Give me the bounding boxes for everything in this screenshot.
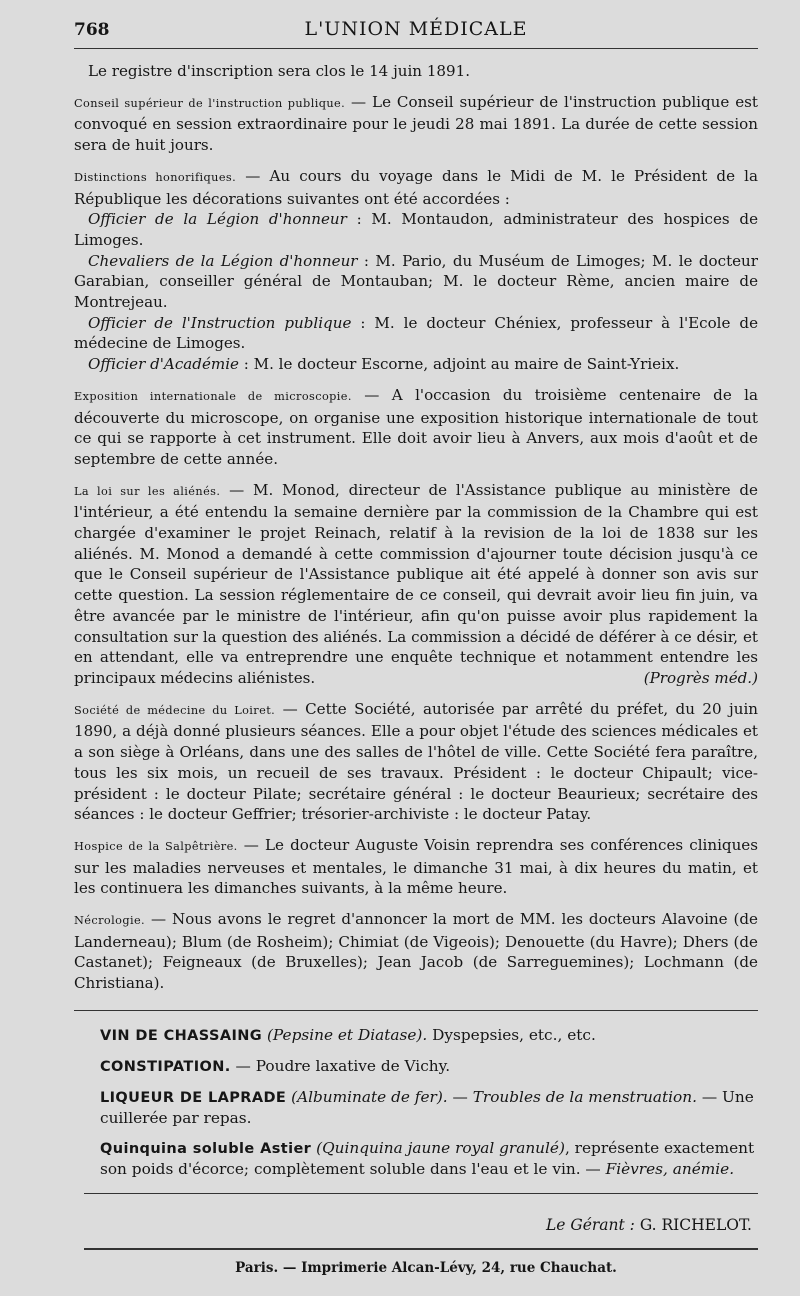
ad-quinquina-brand: Quinquina soluble Astier bbox=[100, 1140, 312, 1157]
officier-legion-text: : M. Montaudon, administrateur des hospices de Limoges. bbox=[74, 210, 758, 249]
conseil-label: Conseil supérieur de l'instruction publique. bbox=[74, 96, 346, 110]
distinctions-label: Distinctions honorifiques. bbox=[74, 170, 237, 184]
gerant-label: Le Gérant : bbox=[545, 1215, 635, 1234]
page-header bbox=[74, 14, 758, 42]
chevaliers-label: Chevaliers de la Légion d'honneur bbox=[88, 251, 358, 270]
journal-title: L'UNION MÉDICALE bbox=[304, 18, 528, 40]
ad-quinquina bbox=[100, 1138, 758, 1179]
chevaliers-legion bbox=[74, 251, 758, 313]
salpetriere-label: Hospice de la Salpêtrière. bbox=[74, 839, 238, 853]
officier-instruction-text: : M. le docteur Chéniex, professeur à l'Ecole de médecine de Limoges. bbox=[74, 313, 758, 353]
loiret-notice bbox=[74, 699, 758, 825]
loiret-text: — Cette Société, autorisée par arrêté du préfet, du 20 juin 1890, a déjà donné plusieurs séances. Elle a pour objet l'étude des sciences médicales et a son siège à Orléans, dans une des salles de l'hôtel de ville. Cette Société fera paraître, tous les six mois, un recueil de ses travaux. Président : le docteur Chipault; vice-président : le docteur Pilate; secrétaire général : le docteur Beaurieux; secrétaire des séances : le docteur Geffrier; trésorier-archiviste : le docteur Patay. bbox=[74, 699, 758, 824]
ad-chassaing bbox=[100, 1025, 758, 1046]
alienes-text: — M. Monod, directeur de l'Assistance publique au ministère de l'intérieur, a été entendu la semaine dernière par la commission de la Chambre qui est chargée d'examiner le projet Reinach, relatif à la revision de la loi de 1838 sur les aliénés. M. Monod a demandé à cette commission d'ajourner toute décision jusqu'à ce que le Conseil supérieur de l'Assistance publique ait été appelé à donner son avis sur cette question. La session réglementaire de ce conseil, qui devrait avoir lieu fin juin, va être avancée par le ministre de l'intérieur, afin qu'on puisse avoir plus rapidement la consultation sur la question des aliénés. La commission a décidé de déférer à ce désir, et en attendant, elle va entreprendre une enquête technique et notamment entendre les principaux médecins aliénistes. bbox=[74, 480, 758, 687]
advertisements bbox=[74, 1010, 758, 1179]
ad-laprade-brand: LIQUEUR DE LAPRADE bbox=[100, 1089, 287, 1106]
officier-legion bbox=[74, 209, 758, 250]
salpetriere-text: — Le docteur Auguste Voisin reprendra ses conférences cliniques sur les maladies nerveuses et mentales, le dimanche 31 mai, à dix heures du matin, et les continuera les dimanches suivants, à la même heure. bbox=[74, 835, 758, 898]
ad-chassaing-italic: (Pepsine et Diatase). bbox=[266, 1025, 428, 1044]
header-rule bbox=[74, 48, 758, 49]
gerant-line bbox=[74, 1216, 758, 1234]
alienes-label: La loi sur les aliénés. bbox=[74, 484, 221, 498]
registre-notice: Le registre d'inscription sera clos le 14 juin 1891. bbox=[88, 62, 471, 80]
salpetriere-notice bbox=[74, 835, 758, 899]
page-number: 768 bbox=[74, 20, 110, 40]
loiret-label: Société de médecine du Loiret. bbox=[74, 703, 276, 717]
ad-laprade-italic2: Troubles de la menstruation. bbox=[472, 1087, 697, 1106]
alienes-notice bbox=[74, 480, 758, 689]
necrologie-label: Nécrologie. bbox=[74, 914, 146, 928]
officier-academie bbox=[74, 354, 758, 375]
chevaliers-text: : M. Pario, du Muséum de Limoges; M. le docteur Garabian, conseiller général de Montauban; M. le docteur Rème, ancien maire de Montrejeau. bbox=[74, 251, 758, 312]
necrologie-notice bbox=[74, 909, 758, 994]
imprint-line: Paris. — Imprimerie Alcan-Lévy, 24, rue Chauchat. bbox=[235, 1259, 617, 1276]
distinctions-notice bbox=[74, 166, 758, 209]
conseil-notice bbox=[74, 92, 758, 156]
ad-laprade bbox=[100, 1087, 758, 1128]
ad-constipation bbox=[100, 1056, 758, 1077]
ad-constipation-brand: CONSTIPATION. bbox=[100, 1058, 231, 1075]
ad-chassaing-text: Dyspepsies, etc., etc. bbox=[427, 1025, 596, 1044]
gerant-name: G. RICHELOT. bbox=[634, 1215, 752, 1234]
ad-quinquina-text: , représente exactement son poids d'écorce; complètement soluble dans l'eau et le vin. — bbox=[100, 1138, 755, 1178]
ad-quinquina-italic: (Quinquina jaune royal granulé) bbox=[316, 1138, 565, 1157]
officier-academie-text: : M. le docteur Escorne, adjoint au maire de Saint-Yrieix. bbox=[238, 355, 680, 374]
officier-academie-label: Officier d'Académie bbox=[88, 355, 239, 374]
ad-laprade-dash: — bbox=[447, 1087, 473, 1106]
imprint-rule bbox=[84, 1248, 758, 1250]
ad-constipation-text: — Poudre laxative de Vichy. bbox=[230, 1056, 451, 1075]
ad-laprade-text: — Une cuillerée par repas. bbox=[100, 1087, 754, 1127]
officier-instruction bbox=[74, 313, 758, 354]
alienes-source: (Progrès méd.) bbox=[643, 668, 758, 687]
exposition-label: Exposition internationale de microscopie. bbox=[74, 389, 352, 403]
ad-chassaing-brand: VIN DE CHASSAING bbox=[100, 1027, 263, 1044]
necrologie-text: — Nous avons le regret d'annoncer la mort de MM. les docteurs Alavoine (de Landerneau); Blum (de Rosheim); Chimiat (de Vigeois); Denouette (du Havre); Dhers (de Castanet); Feigneaux (de Bruxelles); Jean Jacob (de Sarreguemines); Lochmann (de Christiana). bbox=[74, 910, 758, 993]
conseil-text: — Le Conseil supérieur de l'instruction publique est convoqué en session extraordinaire pour le jeudi 28 mai 1891. La durée de cette session sera de huit jours. bbox=[74, 92, 758, 155]
exposition-notice bbox=[74, 385, 758, 470]
exposition-text: — A l'occasion du troisième centenaire de la découverte du microscope, on organise une exposition historique internationale de tout ce qui se rapporte à cet instrument. Elle doit avoir lieu à Anvers, aux mois d'août et de septembre de cette année. bbox=[74, 385, 758, 468]
officier-legion-label: Officier de la Légion d'honneur bbox=[88, 210, 347, 229]
ad-quinquina-italic2: Fièvres, anémie. bbox=[605, 1159, 735, 1178]
officier-instruction-label: Officier de l'Instruction publique bbox=[88, 313, 352, 332]
distinctions-text: — Au cours du voyage dans le Midi de M. le Président de la République les décorations suivantes ont été accordées : bbox=[74, 166, 758, 208]
footer-rule bbox=[84, 1193, 758, 1194]
ad-laprade-italic: (Albuminate de fer). bbox=[291, 1087, 448, 1106]
